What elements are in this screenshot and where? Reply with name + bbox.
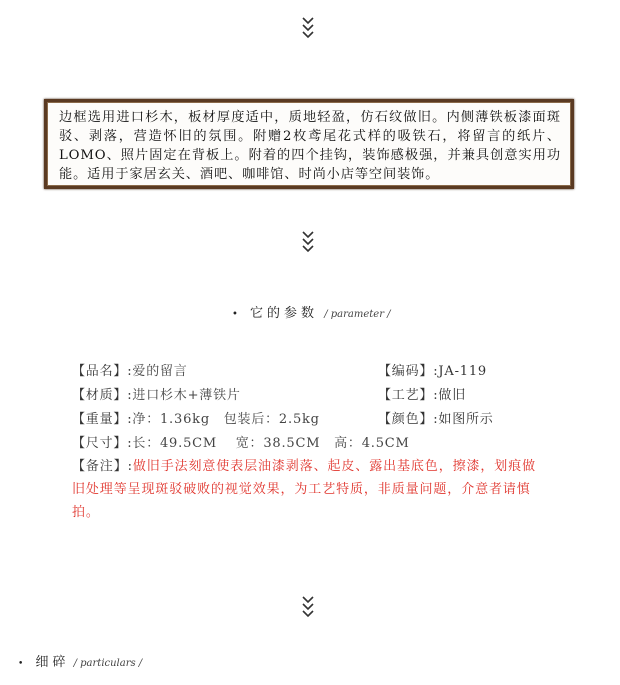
param-key: 【编码】:	[378, 364, 439, 379]
bullet-icon: •	[232, 309, 238, 320]
note-text: 做旧手法刻意使表层油漆剥落、起皮、露出基底色，擦漆，划痕做旧处理等呈现斑驳破败的视觉效果，为工艺特质，非质量问题，介意者请慎拍。	[72, 459, 536, 520]
param-row-material	[72, 384, 241, 403]
param-key: 【工艺】:	[378, 388, 439, 403]
param-row-size	[72, 432, 410, 451]
param-key: 【尺寸】:	[72, 436, 133, 451]
section-title-cn: 细碎	[35, 655, 70, 670]
description-box	[44, 99, 574, 189]
param-key: 【材质】:	[72, 388, 133, 403]
param-value: 长：49.5CM 宽：38.5CM 高：4.5CM	[132, 436, 410, 451]
scroll-down-chevron-icon	[300, 595, 316, 619]
param-value: 爱的留言	[132, 364, 188, 379]
section-title-cn: 它的参数	[250, 306, 319, 321]
param-value: 进口杉木+薄铁片	[132, 388, 241, 403]
parameter-section-title	[232, 302, 391, 321]
bullet-icon: •	[18, 659, 24, 669]
param-row-code	[378, 360, 487, 379]
scroll-down-chevron-icon	[300, 230, 316, 254]
description-text: 边框选用进口杉木，板材厚度适中，质地轻盈，仿石纹做旧。内侧薄铁板漆面斑驳、剥落，营造怀旧的氛围。附赠2枚鸢尾花式样的吸铁石，将留言的纸片、LOMO、照片固定在背板上。附着的四个挂钩，装饰感极强，并兼具创意实用功能。适用于家居玄关、酒吧、咖啡馆、时尚小店等空间装饰。	[59, 110, 561, 182]
param-value: 净：1.36kg 包装后：2.5kg	[132, 412, 320, 427]
param-row-weight	[72, 408, 320, 427]
param-key: 【重量】:	[72, 412, 133, 427]
param-row-craft	[378, 384, 466, 403]
param-value: 如图所示	[438, 412, 494, 427]
param-key: 【品名】:	[72, 364, 133, 379]
param-row-name	[72, 360, 188, 379]
param-value: 做旧	[438, 388, 466, 403]
param-row-color	[378, 408, 494, 427]
section-title-en: / particulars /	[73, 658, 143, 669]
details-section-title	[18, 651, 142, 670]
param-value: JA-119	[438, 364, 487, 379]
section-title-en: / parameter /	[324, 309, 391, 320]
param-row-note	[72, 455, 542, 524]
param-key: 【备注】:	[72, 459, 133, 474]
param-key: 【颜色】:	[378, 412, 439, 427]
scroll-down-chevron-icon	[300, 16, 316, 40]
